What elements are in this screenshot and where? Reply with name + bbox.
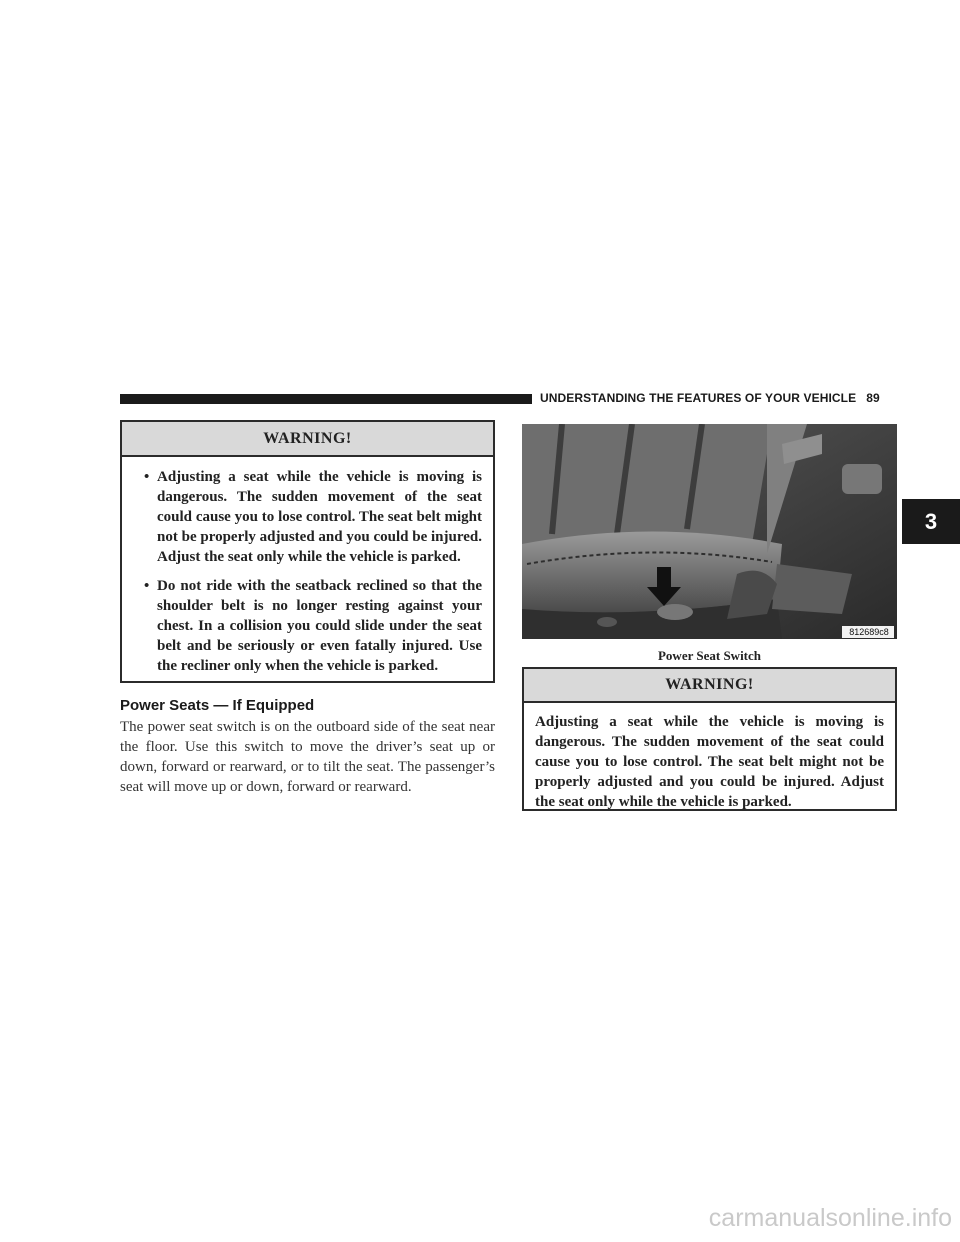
power-seat-illustration	[522, 424, 897, 639]
warning-body	[122, 457, 493, 676]
chapter-tab: 3	[902, 499, 960, 544]
watermark-link[interactable]: carmanualsonline.info	[708, 1204, 952, 1232]
bullet-icon: •	[144, 578, 150, 594]
running-header	[540, 391, 880, 405]
warning-heading: WARNING!	[122, 422, 493, 457]
warning-bullet-text: Do not ride with the seatback reclined so that the shoulder belt is no longer resting against your chest. In a collision you could slide under the seat belt and be seriously or even fatally injured. Use the recliner only when the vehicle is parked.	[157, 578, 482, 674]
image-code: 812689c8	[849, 627, 889, 637]
section-body: The power seat switch is on the outboard side of the seat near the floor. Use this switch to move the driver’s seat up or down, forward or rearward, or to tilt the seat. The passenger’s seat will move up or down, forward or rearward.	[120, 719, 495, 795]
page-number: 89	[866, 391, 880, 405]
header-rule	[120, 394, 532, 404]
bullet-icon: •	[144, 469, 150, 485]
warning-bullet	[133, 576, 482, 676]
warning-bullet-text: Adjusting a seat while the vehicle is moving is dangerous. The sudden movement of the seat could cause you to lose control. The seat belt might not be properly adjusted and you could be injured. Adjust the seat only while the vehicle is parked.	[157, 469, 482, 565]
warning-box-left	[120, 420, 495, 683]
header-title: UNDERSTANDING THE FEATURES OF YOUR VEHICLE	[540, 391, 857, 405]
power-seat-photo	[522, 424, 897, 639]
figure-caption: Power Seat Switch	[657, 648, 762, 663]
warning-box-right	[522, 667, 897, 811]
warning-heading: WARNING!	[524, 669, 895, 703]
warning-text: Adjusting a seat while the vehicle is moving is dangerous. The sudden movement of the seat could cause you to lose control. The seat belt might not be properly adjusted and you could be injured. Adjust the seat only while the vehicle is parked.	[535, 714, 884, 810]
warning-bullet	[133, 467, 482, 567]
section-heading: Power Seats — If Equipped	[120, 697, 315, 714]
